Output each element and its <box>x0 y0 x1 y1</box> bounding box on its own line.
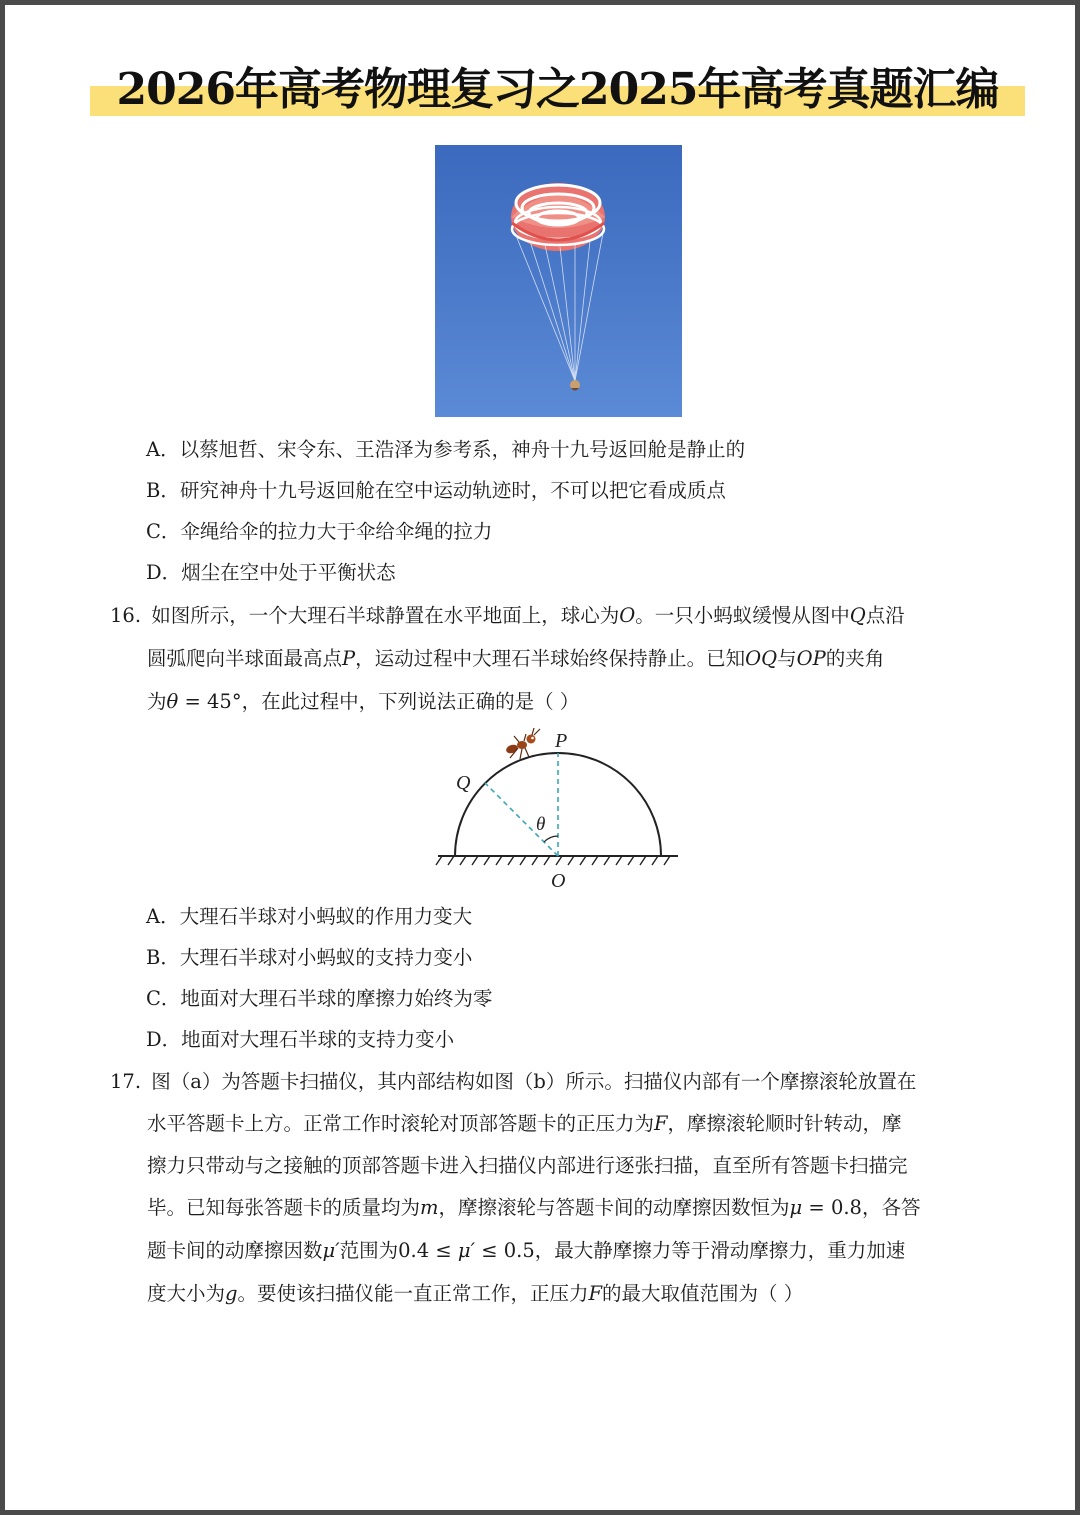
q16-option-c: C．地面对大理石半球的摩擦力始终为零 <box>146 987 493 1010</box>
q17-stem-line-4: 毕。已知每张答题卡的质量均为m，摩擦滚轮与答题卡间的动摩擦因数恒为μ = 0.8，各答 <box>147 1196 921 1219</box>
q17-stem-line-1: 17. 图（a）为答题卡扫描仪，其内部结构如图（b）所示。扫描仪内部有一个摩擦滚轮放置在 <box>110 1070 917 1093</box>
q17-stem-line-5: 题卡间的动摩擦因数μ′范围为0.4 ≤ μ′ ≤ 0.5，最大静摩擦力等于滑动摩擦力，重力加速 <box>147 1239 906 1262</box>
q15-option-b: B．研究神舟十九号返回舱在空中运动轨迹时，不可以把它看成质点 <box>146 479 726 502</box>
hemisphere-ant-diagram <box>430 725 685 895</box>
angle-arc <box>544 836 558 842</box>
label-theta: θ <box>536 814 546 835</box>
ant-icon <box>505 728 540 759</box>
label-o: O <box>551 870 566 892</box>
q17-number: 17. <box>110 1070 142 1093</box>
q16-stem-line-3: 为θ = 45°，在此过程中，下列说法正确的是（ ） <box>147 690 580 713</box>
q16-stem-line-2: 圆弧爬向半球面最高点P，运动过程中大理石半球始终保持静止。已知OQ与OP的夹角 <box>147 647 885 670</box>
parachute-capsule-photo <box>435 145 682 417</box>
q15-option-a: A．以蔡旭哲、宋令东、王浩泽为参考系，神舟十九号返回舱是静止的 <box>146 438 746 461</box>
q16-option-d: D．地面对大理石半球的支持力变小 <box>146 1028 455 1051</box>
q16-option-a: A．大理石半球对小蚂蚁的作用力变大 <box>146 905 473 928</box>
q16-stem-line-1: 16. 如图所示，一个大理石半球静置在水平地面上，球心为O。一只小蚂蚁缓慢从图中Q点沿 <box>110 604 905 627</box>
q16-number: 16. <box>110 604 142 627</box>
ground-hatching <box>436 856 670 865</box>
q15-option-d: D．烟尘在空中处于平衡状态 <box>146 561 396 584</box>
hemisphere-arc <box>455 753 661 856</box>
page-title: 2026年高考物理复习之2025年高考真题汇编 <box>116 64 999 115</box>
q15-option-c: C．伞绳给伞的拉力大于伞给伞绳的拉力 <box>146 520 493 543</box>
q17-stem-line-2: 水平答题卡上方。正常工作时滚轮对顶部答题卡的正压力为F，摩擦滚轮顺时针转动，摩 <box>147 1112 902 1135</box>
q17-stem-line-6: 度大小为g。要使该扫描仪能一直正常工作，正压力F的最大取值范围为（ ） <box>147 1282 804 1305</box>
label-p: P <box>555 730 568 752</box>
label-q: Q <box>456 772 471 794</box>
q16-option-b: B．大理石半球对小蚂蚁的支持力变小 <box>146 946 473 969</box>
parachute-canopy <box>511 183 605 251</box>
radius-oq <box>485 783 558 856</box>
title-block <box>90 58 1025 122</box>
q17-stem-line-3: 擦力只带动与之接触的顶部答题卡进入扫描仪内部进行逐张扫描，直至所有答题卡扫描完 <box>147 1154 908 1177</box>
